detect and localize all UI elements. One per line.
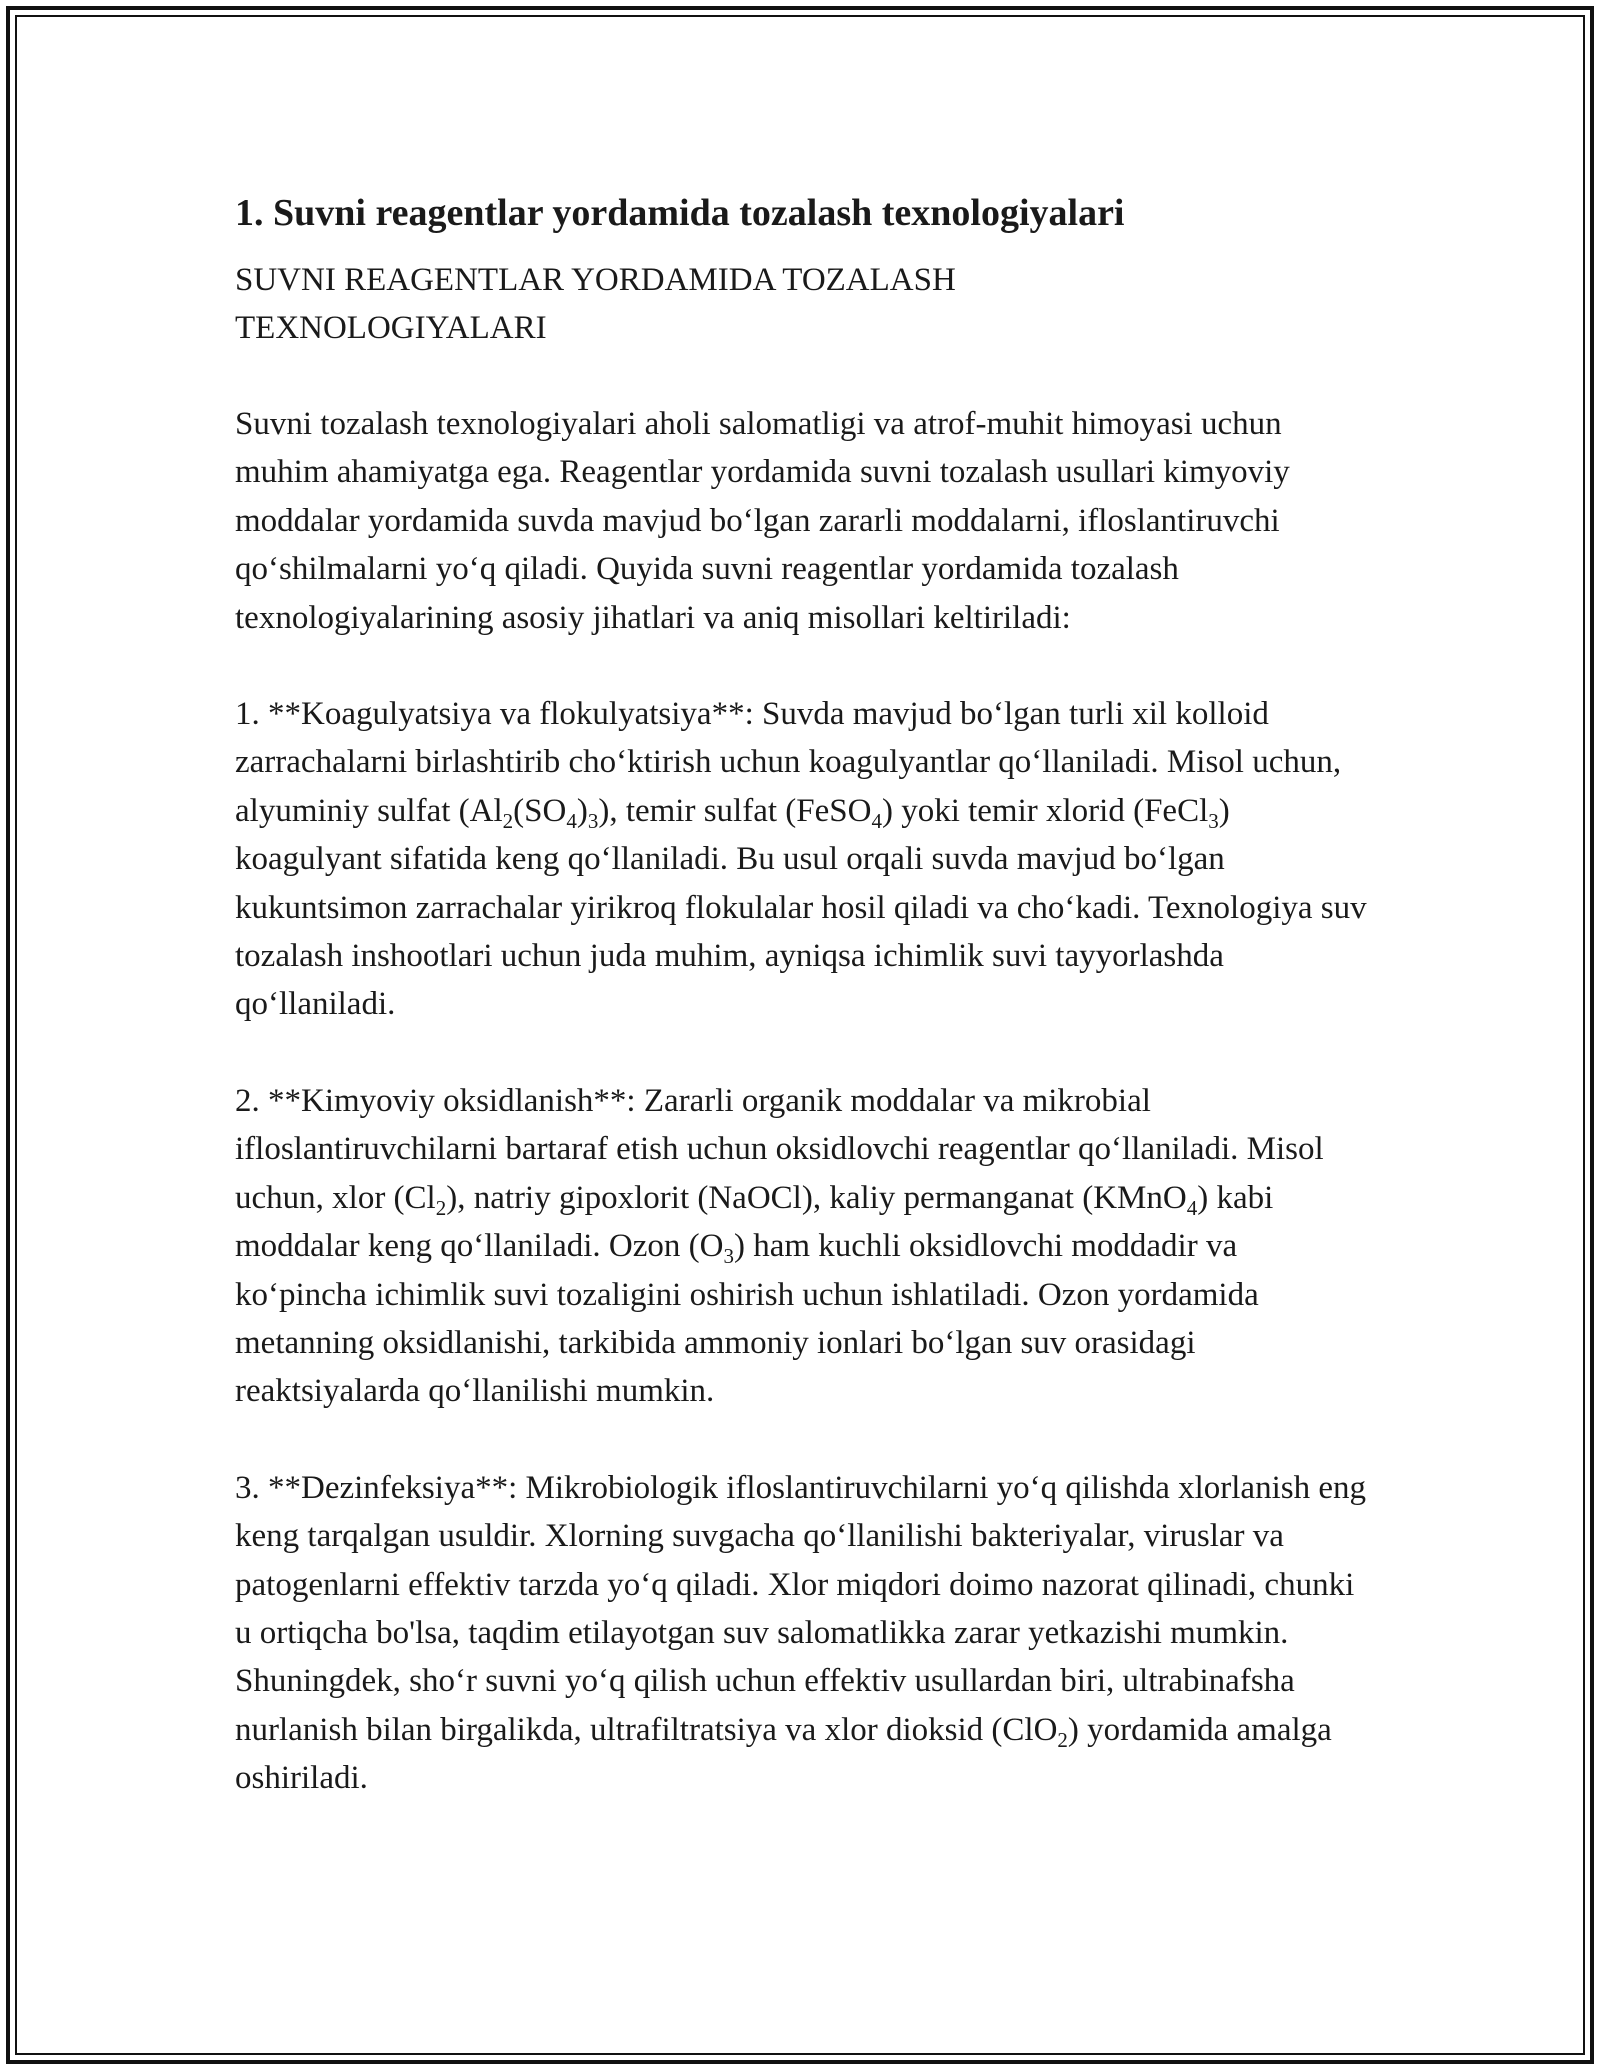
text-run: (SO xyxy=(513,792,567,829)
subscript: 4 xyxy=(1186,1195,1198,1220)
subscript: 3 xyxy=(1208,808,1219,833)
subscript: 2 xyxy=(1057,1727,1068,1752)
text-run: ), temir sulfat (FeSO xyxy=(598,792,872,829)
section-oxidation-paragraph xyxy=(235,1077,1375,1416)
text-run: ), natriy gipoxlorit (NaOCl), kaliy permanganat (KMnO xyxy=(446,1179,1187,1216)
subtitle-line-2: TEXNOLOGIYALARI xyxy=(235,310,547,346)
intro-paragraph: Suvni tozalash texnologiyalari aholi salomatligi va atrof-muhit himoyasi uchun muhim ahamiyatga ega. Reagentlar yordamida suvni tozalash usullari kimyoviy moddalar yordamida suvda mavjud bo‘lgan zararli moddalarni, ifloslantiruvchi qo‘shilmalarni yo‘q qiladi. Quyida suvni reagentlar yordamida tozalash texnologiyalarining asosiy jihatlari va aniq misollari keltiriladi: xyxy=(235,406,1290,636)
subscript: 2 xyxy=(435,1195,447,1220)
text-run: ) koagulyant sifatida keng qo‘llaniladi. Bu usul orqali suvda mavjud bo‘lgan kukuntsimon zarrachalar yirikroq flokulalar hosil qiladi va cho‘kadi. Texnologiya suv tozalash inshootlari uchun juda muhim, ayniqsa ichimlik suvi tayyorlashda qo‘llaniladi. xyxy=(235,792,1367,1023)
section-disinfection-paragraph xyxy=(235,1464,1375,1803)
document-body xyxy=(235,186,1375,1803)
text-run: ) xyxy=(576,792,588,829)
subscript: 4 xyxy=(566,808,577,833)
subscript: 3 xyxy=(723,1244,734,1269)
text-run: ) yordamida amalga oshiriladi. xyxy=(235,1711,1332,1797)
text-run: 3. **Dezinfeksiya**: Mikrobiologik ifloslantiruvchilarni yo‘q qilishda xlorlanish eng keng tarqalgan usuldir. Xlorning suvgacha qo‘llanilishi bakteriyalar, viruslar va patogenlarni effektiv tarzda yo‘q qiladi. Xlor miqdori doimo nazorat qilinadi, chunki u ortiqcha bo'lsa, taqdim etilayotgan suv salomatlikka zarar yetkazishi mumkin. Shuningdek, sho‘r suvni yo‘q qilish uchun effektiv usullardan biri, ultrabinafsha nurlanish bilan birgalikda, ultrafiltratsiya va xlor dioksid (ClO xyxy=(235,1469,1366,1748)
text-run: ) kabi moddalar keng qo‘llaniladi. Ozon (O xyxy=(235,1179,1274,1265)
subscript: 4 xyxy=(871,808,882,833)
document-heading: 1. Suvni reagentlar yordamida tozalash texnologiyalari xyxy=(235,192,1125,234)
subscript: 2 xyxy=(502,808,514,833)
document-subtitle xyxy=(235,256,1375,352)
text-run: 2. **Kimyoviy oksidlanish**: Zararli organik moddalar va mikrobial ifloslantiruvchilarni bartaraf etish uchun oksidlovchi reagentlar qo‘llaniladi. Misol uchun, xlor (Cl xyxy=(235,1082,1324,1216)
subtitle-line-1: SUVNI REAGENTLAR YORDAMIDA TOZALASH xyxy=(235,262,956,298)
text-run: ) yoki temir xlorid (FeCl xyxy=(881,792,1209,829)
subscript: 3 xyxy=(587,808,599,833)
text-run: ) ham kuchli oksidlovchi moddadir va ko‘pincha ichimlik suvi tozaligini oshirish uchun ishlatiladi. Ozon yordamida metanning oksidlanishi, tarkibida ammoniy ionlari bo‘lgan suv orasidagi reaktsiyalarda qo‘llanilishi mumkin. xyxy=(235,1228,1259,1410)
section-coagulation-paragraph xyxy=(235,690,1375,1029)
text-run: 1. **Koagulyatsiya va flokulyatsiya**: Suvda mavjud bo‘lgan turli xil kolloid zarrachalarni birlashtirib cho‘ktirish uchun koagulyantlar qo‘llaniladi. Misol uchun, alyuminiy sulfat (Al xyxy=(235,696,1342,829)
